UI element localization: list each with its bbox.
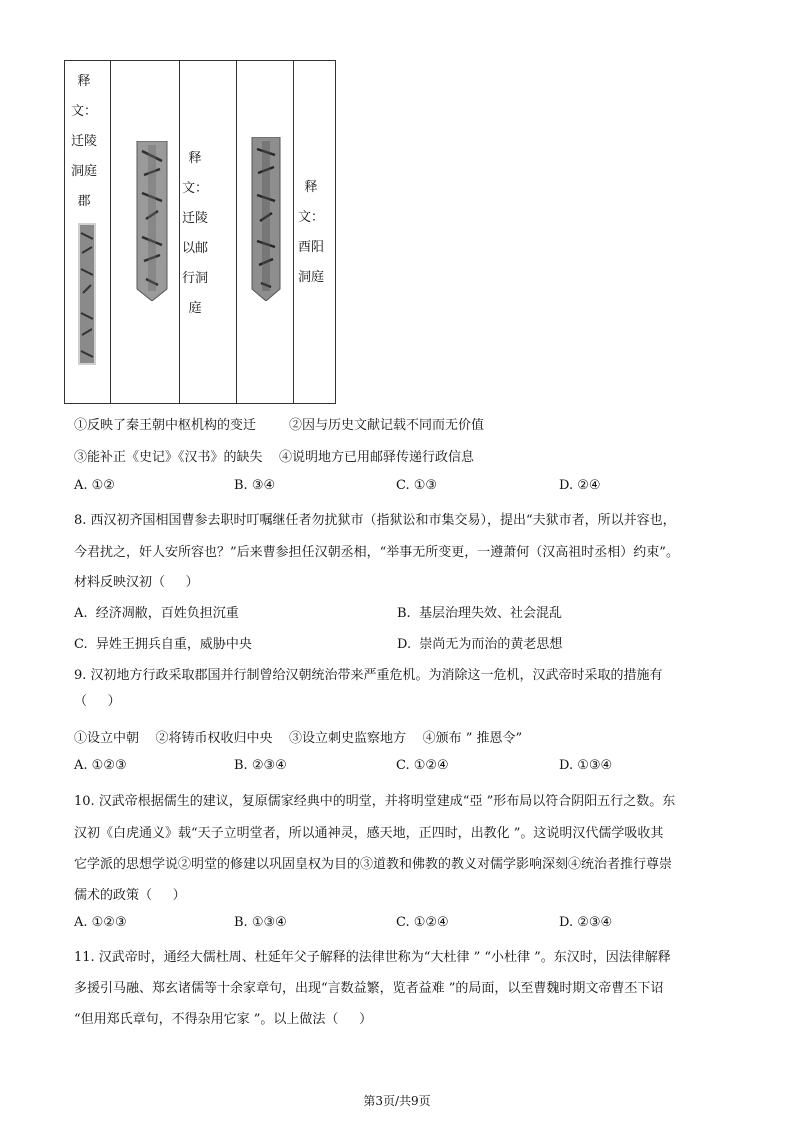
slip-caption-1: 释 文： 迁陵 洞庭 郡 bbox=[71, 74, 98, 209]
q9-stem-1: 9. 汉初地方行政采取郡国并行制曾给汉朝统治带来严重危机。为消除这一危机，汉武帝时采取的措施有 bbox=[74, 668, 663, 683]
q9-option-a[interactable]: A. ①②③ bbox=[74, 758, 127, 773]
q10-stem-2: 汉初《白虎通义》载“天子立明堂者，所以通神灵，感天地，正四时，出教化 ”。这说明汉代儒学吸收其 bbox=[74, 826, 664, 841]
q10-option-c[interactable]: C. ①②④ bbox=[396, 915, 449, 930]
q10-stem-3: 它学派的思想学说②明堂的修建以巩固皇权为目的③道教和佛教的教义对儒学影响深刻④统治者推行尊崇 bbox=[74, 857, 673, 872]
table-divider bbox=[179, 61, 180, 403]
q7-statements-1: ①反映了秦王朝中枢机构的变迁 ②因与历史文献记载不同而无价值 bbox=[74, 418, 485, 433]
q8-option-a[interactable]: A. 经济凋敝，百姓负担沉重 bbox=[74, 606, 239, 621]
q9-option-b[interactable]: B. ②③④ bbox=[234, 758, 287, 773]
q10-option-d[interactable]: D. ②③④ bbox=[559, 915, 613, 930]
bamboo-slip-table bbox=[64, 60, 336, 404]
slip-image-1 bbox=[77, 223, 99, 365]
slip-caption-3: 释 文： 酉阳 洞庭 bbox=[298, 180, 325, 285]
q10-stem-4: 儒术的政策（ ） bbox=[74, 888, 186, 903]
q10-stem-1: 10. 汉武帝根据儒生的建议，复原儒家经典中的明堂，并将明堂建成“亞 ”形布局以符合阴阳五行之数。东 bbox=[74, 794, 676, 809]
slip-image-3 bbox=[249, 137, 283, 301]
q9-items: ①设立中朝 ②将铸币权收归中央 ③设立刺史监察地方 ④颁布 ” 推恩令” bbox=[74, 731, 523, 746]
q10-option-b[interactable]: B. ①③④ bbox=[234, 915, 287, 930]
q11-stem-2: 多援引马融、郑玄诸儒等十余家章句，出现“言数益繁，览者益难 ”的局面，以至曹魏时期文帝曹丕下诏 bbox=[74, 981, 664, 996]
q7-option-b[interactable]: B. ③④ bbox=[234, 478, 276, 493]
table-divider bbox=[110, 61, 111, 403]
q11-stem-1: 11. 汉武帝时，通经大儒杜周、杜延年父子解释的法律世称为“大杜律 ” “小杜律 ”。东汉时，因法律解释 bbox=[74, 950, 671, 965]
q8-option-b[interactable]: B. 基层治理失效、社会混乱 bbox=[397, 606, 562, 621]
table-divider bbox=[293, 61, 294, 403]
q11-stem-3: “但用郑氏章句，不得杂用它家 ”。以上做法（ ） bbox=[74, 1012, 373, 1027]
q10-option-a[interactable]: A. ①②③ bbox=[74, 915, 127, 930]
q8-option-d[interactable]: D. 崇尚无为而治的黄老思想 bbox=[397, 637, 563, 652]
q8-stem-2: 今君扰之，奸人安所容也？”后来曹参担任汉朝丞相，“举事无所变更，一遵萧何（汉高祖时丞相）约束”。 bbox=[74, 545, 679, 560]
q7-option-d[interactable]: D. ②④ bbox=[559, 478, 601, 493]
q8-stem-1: 8. 西汉初齐国相国曹参去职时叮嘱继任者勿扰狱市（指狱讼和市集交易），提出“夫狱市者，所以并容也， bbox=[74, 513, 676, 528]
q8-stem-3: 材料反映汉初（ ） bbox=[74, 575, 199, 590]
q7-option-a[interactable]: A. ①② bbox=[74, 478, 115, 493]
slip-caption-2: 释 文： 迁陵 以邮 行洞 庭 bbox=[182, 151, 209, 316]
q9-option-c[interactable]: C. ①②④ bbox=[396, 758, 449, 773]
slip-image-2 bbox=[134, 141, 170, 301]
q8-option-c[interactable]: C. 异姓王拥兵自重，威胁中央 bbox=[74, 637, 252, 652]
q7-statements-2: ③能补正《史记》《汉书》的缺失 ④说明地方已用邮驿传递行政信息 bbox=[74, 450, 475, 465]
q9-stem-2: （ ） bbox=[74, 694, 121, 709]
q9-option-d[interactable]: D. ①③④ bbox=[559, 758, 613, 773]
page-number: 第3页/共9页 bbox=[363, 1094, 431, 1108]
table-divider bbox=[236, 61, 237, 403]
q7-option-c[interactable]: C. ①③ bbox=[396, 478, 438, 493]
